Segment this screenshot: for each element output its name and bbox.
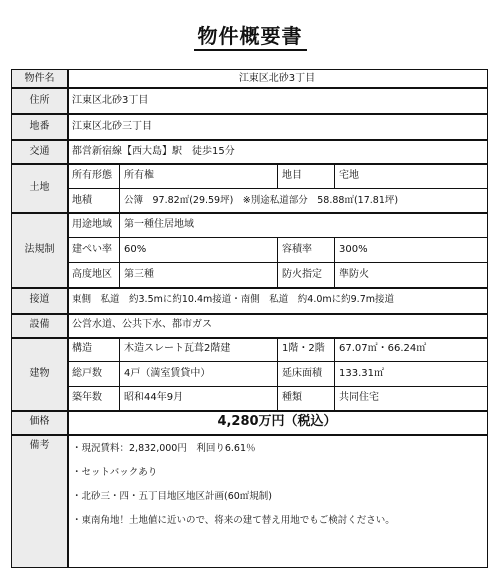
utilities-label: 設備 <box>29 319 50 330</box>
price-label: 価格 <box>29 416 50 427</box>
far-label: 容積率 <box>282 244 312 255</box>
remark-item: ・現況賃料：2,832,000円 利回り6.61％ <box>72 443 256 454</box>
remarks-label: 備考 <box>29 440 50 451</box>
floor-areas-value: 67.07㎡・66.24㎡ <box>339 343 427 354</box>
building-type-value: 共同住宅 <box>339 392 379 403</box>
utilities-value: 公営水道、公共下水、都市ガス <box>72 319 212 330</box>
land-category-label: 地目 <box>282 170 302 181</box>
bcr-label: 建ぺい率 <box>72 244 112 255</box>
building-type-label: 種類 <box>282 392 302 403</box>
regulations-label: 法規制 <box>24 244 55 255</box>
bcr-value: 60% <box>124 244 147 255</box>
document-title: 物件概要書 <box>0 20 500 49</box>
lot-number-value: 江東区北砂三丁目 <box>72 121 152 132</box>
structure-label: 構造 <box>72 343 92 354</box>
far-value: 300% <box>339 244 368 255</box>
property-name-value: 江東区北砂3丁目 <box>238 73 316 84</box>
land-label: 土地 <box>29 182 50 193</box>
land-ownership-label: 所有形態 <box>72 170 112 181</box>
property-summary-table <box>11 69 488 568</box>
units-value: 4戸（満室賃貸中） <box>124 368 211 379</box>
road-access-label: 接道 <box>29 294 50 305</box>
land-area-value: 公簿 97.82㎡(29.59坪) ※別途私道部分 58.88㎡(17.81坪) <box>124 195 399 206</box>
total-floor-area-value: 133.31㎡ <box>339 368 384 379</box>
property-name-label: 物件名 <box>24 73 55 84</box>
lot-number-label: 地番 <box>29 121 50 132</box>
fire-zone-label: 防火指定 <box>282 269 322 280</box>
address-label: 住所 <box>29 95 50 106</box>
built-date-label: 築年数 <box>72 392 102 403</box>
price-value: 4,280万円（税込） <box>217 414 337 429</box>
remark-item: ・北砂三・四・五丁目地区地区計画(60㎡規制) <box>72 491 273 502</box>
land-area-label: 地積 <box>72 195 92 206</box>
transport-label: 交通 <box>29 146 50 157</box>
remark-item: ・東南角地！土地値に近いので、将来の建て替え用地でもご検討ください。 <box>72 515 395 526</box>
height-district-value: 第三種 <box>124 269 154 280</box>
height-district-label: 高度地区 <box>72 269 112 280</box>
fire-zone-value: 準防火 <box>339 269 369 280</box>
built-date-value: 昭和44年9月 <box>124 392 184 403</box>
transport-value: 都営新宿線【西大島】駅 徒歩15分 <box>72 146 235 157</box>
address-value: 江東区北砂3丁目 <box>72 95 149 106</box>
zoning-value: 第一種住居地域 <box>124 219 194 230</box>
floors-value: 1階・2階 <box>282 343 325 354</box>
land-ownership-value: 所有権 <box>124 170 154 181</box>
zoning-label: 用途地域 <box>72 219 112 230</box>
building-label: 建物 <box>29 368 50 379</box>
structure-value: 木造スレート瓦葺2階建 <box>124 343 231 354</box>
total-floor-area-label: 延床面積 <box>282 368 322 379</box>
road-access-value: 東側 私道 約3.5mに約10.4m接道・南側 私道 約4.0mに約9.7m接道 <box>72 294 394 305</box>
land-category-value: 宅地 <box>339 170 359 181</box>
units-label: 総戸数 <box>72 368 102 379</box>
remark-item: ・セットバックあり <box>72 467 158 478</box>
